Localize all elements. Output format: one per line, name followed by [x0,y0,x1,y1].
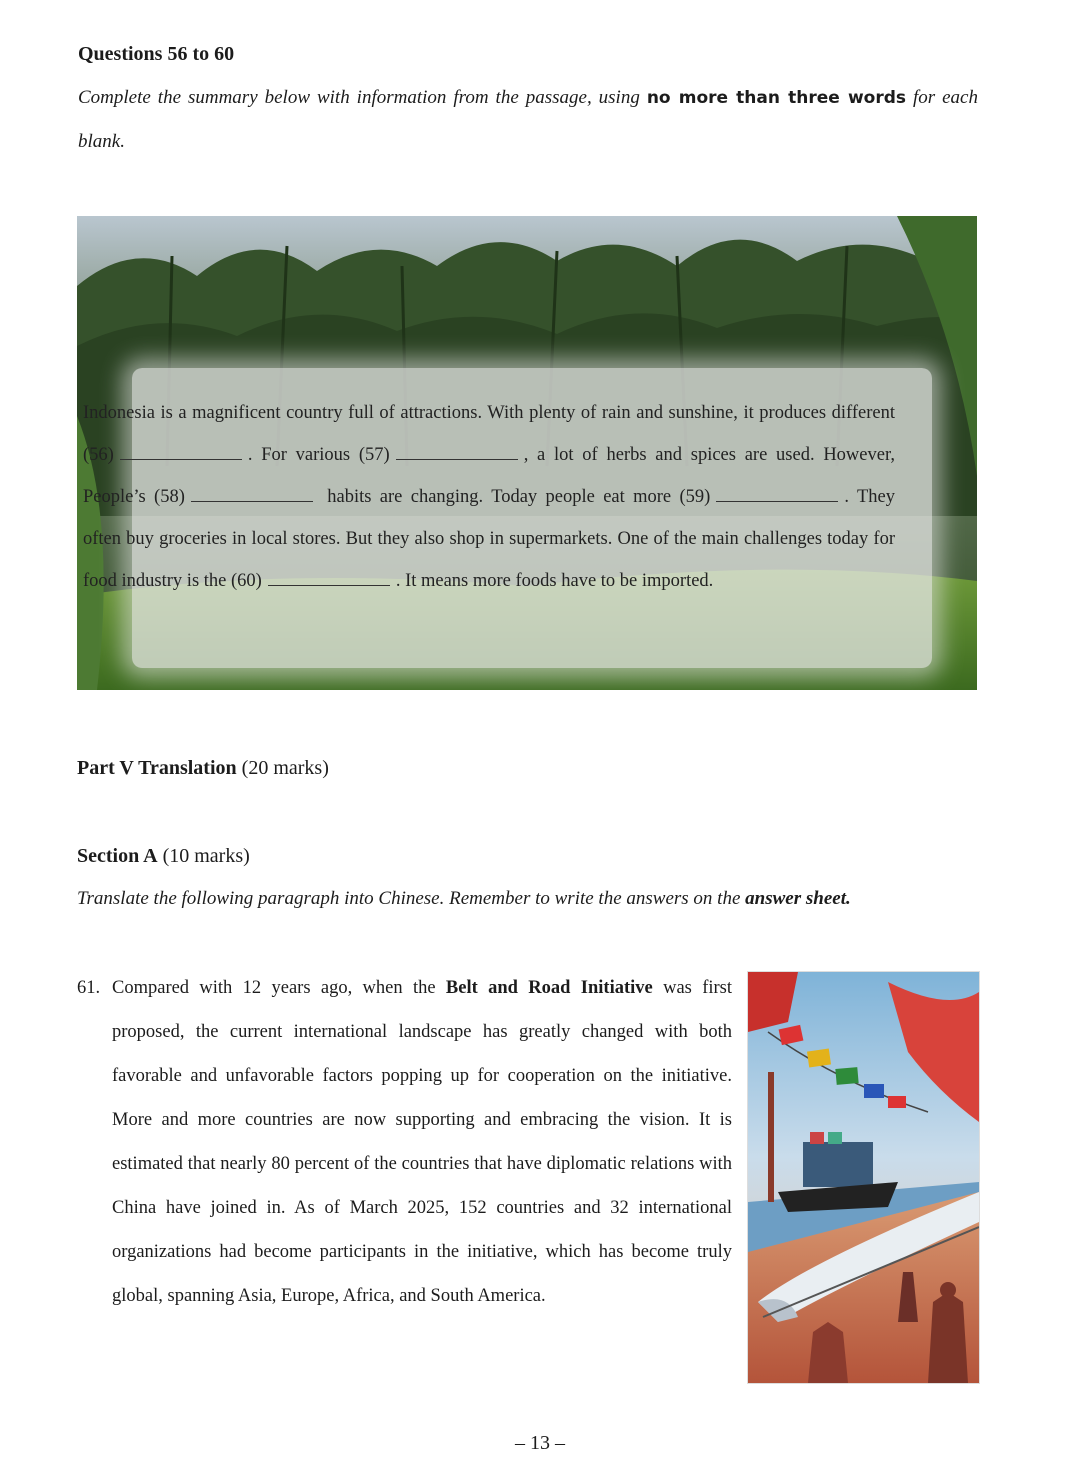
translate-instruction [77,888,851,910]
question-61-text [112,966,732,1318]
translate-instruction-text: Translate the following paragraph into Chinese. Remember to write the answers on the [77,888,746,909]
blank-60 [268,567,390,586]
blank-58 [191,483,313,502]
part5-heading [77,757,329,780]
answer-sheet-emphasis: answer sheet. [745,888,851,909]
summary-text-2: . For various (57) [247,445,390,465]
sectionA-heading [77,845,250,868]
summary-passage [83,392,895,602]
belt-and-road-emphasis: Belt and Road Initiative [445,978,653,998]
summary-text-1: Indonesia is a magnificent country full of attractions. With plenty of rain and sunshine, it produces different (56) [83,403,895,465]
page-number: – 13 – [515,1432,565,1454]
blank-59 [716,483,838,502]
train-camel-flags-image [748,972,979,1383]
sectionA-marks: (10 marks) [157,845,250,867]
belt-and-road-illustration [747,971,980,1384]
summary-text-3: , a lot of herbs and spices are used. However, People’s (58) [83,445,896,507]
question-61-number: 61. [77,978,101,998]
sectionA-title: Section A [77,845,158,867]
q61-text-before: Compared with 12 years ago, when the [112,978,446,998]
summary-instruction [78,76,978,164]
q61-text-after: was first proposed, the current international landscape has greatly changed with both favorable and unfavorable factors popping up for cooperation on the initiative. More and more countries are now supporting and embracing the vision. It is estimated that nearly 80 percent of the countries that have diplomatic relations with China have joined in. As of March 2025, 152 countries and 32 international organizations had become participants in the initiative, which has become truly global, spanning Asia, Europe, Africa, and South America. [112,978,732,1306]
instruction-text-end: for each blank. [78,87,978,152]
blank-57 [396,441,518,460]
instruction-emphasis: no more than three words [646,88,906,108]
instruction-text: Complete the summary below with information from the passage, using [78,87,647,108]
summary-text-6: . It means more foods have to be imported. [395,571,714,591]
question-61 [77,966,732,1318]
part5-title: Part V Translation [77,757,237,779]
questions-heading: Questions 56 to 60 [78,43,235,65]
summary-text-5: . They often buy groceries in local stores. But they also shop in supermarkets. One of the main challenges today for food industry is the (60) [83,487,895,591]
part5-marks: (20 marks) [236,757,329,779]
summary-text-4: habits are changing. Today people eat more (59) [318,487,711,507]
blank-56 [120,441,242,460]
